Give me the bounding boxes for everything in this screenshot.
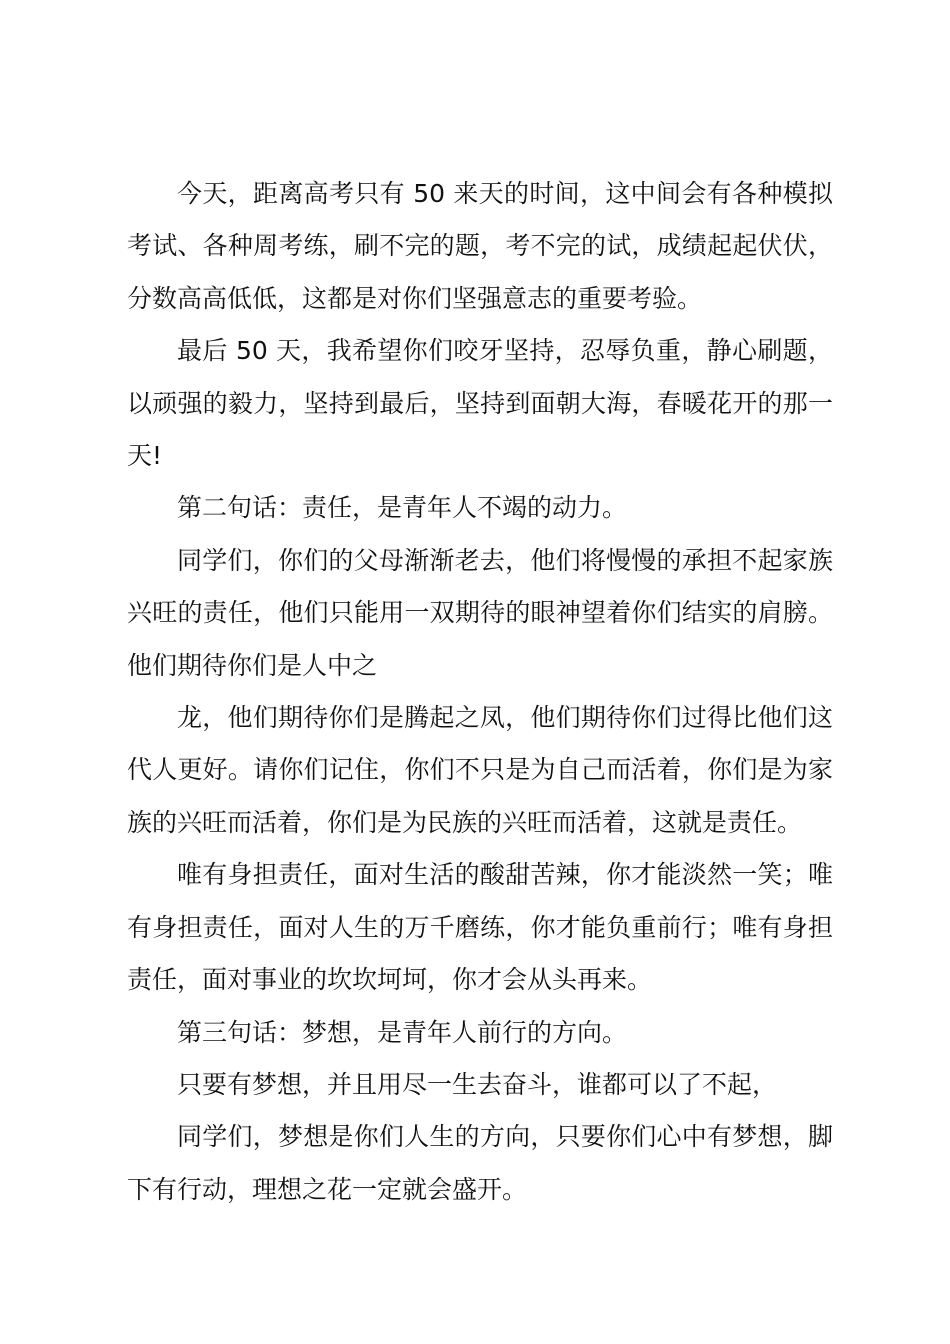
paragraph-7: 同学们，梦想是你们人生的方向，只要你们心中有梦想，脚下有行动，理想之花一定就会盛开。 [127,1122,833,1204]
paragraph-2: 最后 50 天，我希望你们咬牙坚持，忍辱负重，静心刷题，以顽强的毅力，坚持到最后，坚持到面朝大海，春暖花开的那一天! [127,336,833,471]
paragraph-6: 只要有梦想，并且用尽一生去奋斗，谁都可以了不起， [177,1069,778,1099]
paragraph-4: 龙，他们期待你们是腾起之凤，他们期待你们过得比他们这代人更好。请你们记住，你们不只是为自己而活着，你们是为家族的兴旺而活着，你们是为民族的兴旺而活着，这就是责任。 [127,703,833,837]
paragraph-5: 唯有身担责任，面对生活的酸甜苦辣，你才能淡然一笑；唯有身担责任，面对人生的万千磨练，你才能负重前行；唯有身担责任，面对事业的坎坎坷坷，你才会从头再来。 [127,860,833,995]
section-heading-3: 第三句话：梦想，是青年人前行的方向。 [177,1017,628,1047]
paragraph-3: 同学们，你们的父母渐渐老去，他们将慢慢的承担不起家族兴旺的责任，他们只能用一双期待的眼神望着你们结实的肩膀。他们期待你们是人中之 [127,545,833,680]
paragraph-1: 今天，距离高考只有 50 来天的时间，这中间会有各种模拟考试、各种周考练，刷不完的题，考不完的试，成绩起起伏伏，分数高高低低，这都是对你们坚强意志的重要考验。 [127,179,833,313]
section-heading-2: 第二句话：责任，是青年人不竭的动力。 [177,493,628,523]
document-page [127,168,833,1216]
